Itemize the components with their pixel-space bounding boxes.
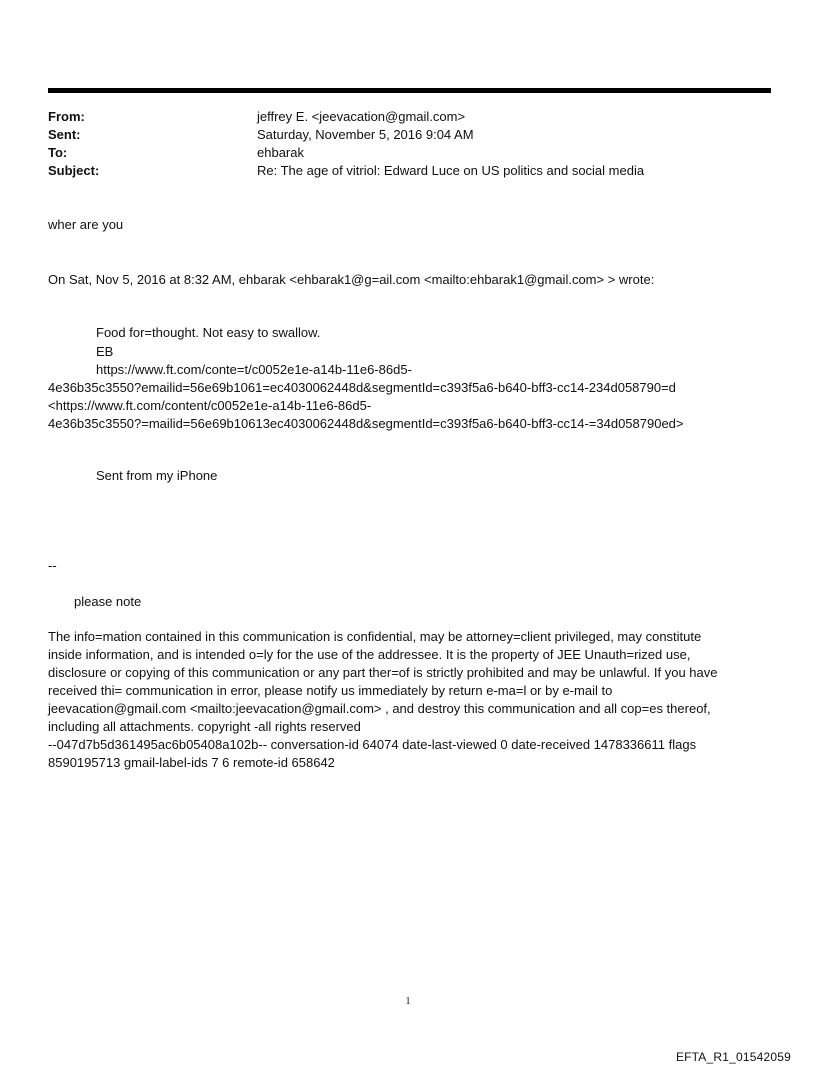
please-note: please note xyxy=(74,594,142,609)
to-value: ehbarak xyxy=(257,145,304,160)
quoted-line: Food for=thought. Not easy to swallow. xyxy=(96,325,321,340)
header-divider-rule xyxy=(48,88,771,93)
email-metadata: --047d7b5d361495ac6b05408a102b-- conversation-id 64074 date-last-viewed 0 date-received 1478336611 flags 8590195713 gmail-label-ids 7 6 remote-id 658642 xyxy=(48,737,697,770)
quoted-url-2-part-2: 4e36b35c3550?=mailid=56e69b10613ec4030062448d&segmentId=c393f5a6-b640-bff3-cc14-=34d058790ed> xyxy=(48,416,684,431)
from-value: jeffrey E. <jeevacation@gmail.com> xyxy=(257,109,466,124)
sent-label: Sent: xyxy=(48,127,81,142)
disclaimer-text: The info=mation contained in this communication is confidential, may be attorney=client privileged, may constitute inside information, and is intended o=ly for the use of the addressee. It is the property of JEE Unauth=rized use, disclosure or copying of this communication or any part ther=of is strictly prohibited and may be unlawful. If you have received thi= communication in error, please notify us immediately by return e-ma=l or by e-mail to jeevacation@gmail.com <mailto:jeevacation@gmail.com> , and destroy this communication and all cop=es thereof, including all attachments. copyright -all rights reserved xyxy=(48,629,718,734)
from-label: From: xyxy=(48,109,85,124)
quoted-signature: EB xyxy=(96,344,114,359)
subject-value: Re: The age of vitriol: Edward Luce on US politics and social media xyxy=(257,163,645,178)
sent-value: Saturday, November 5, 2016 9:04 AM xyxy=(257,127,474,142)
reply-text: wher are you xyxy=(48,217,124,232)
page-number: 1 xyxy=(405,996,411,1007)
signature-separator: -- xyxy=(48,558,57,573)
document-id: EFTA_R1_01542059 xyxy=(675,1050,791,1064)
quote-intro: On Sat, Nov 5, 2016 at 8:32 AM, ehbarak <ehbarak1@g=ail.com <mailto:ehbarak1@gmail.com> > wrote: xyxy=(48,272,655,287)
quoted-url-2-part-1: <https://www.ft.com/content/c0052e1e-a14b-11e6-86d5- xyxy=(48,398,372,413)
to-label: To: xyxy=(48,145,68,160)
subject-label: Subject: xyxy=(48,163,100,178)
quoted-url-1-part-1: https://www.ft.com/conte=t/c0052e1e-a14b-11e6-86d5- xyxy=(96,362,412,377)
sent-from-signature: Sent from my iPhone xyxy=(96,468,218,483)
quoted-url-1-part-2: 4e36b35c3550?emailid=56e69b1061=ec4030062448d&segmentId=c393f5a6-b640-bff3-cc14-234d058790=d xyxy=(48,380,676,395)
